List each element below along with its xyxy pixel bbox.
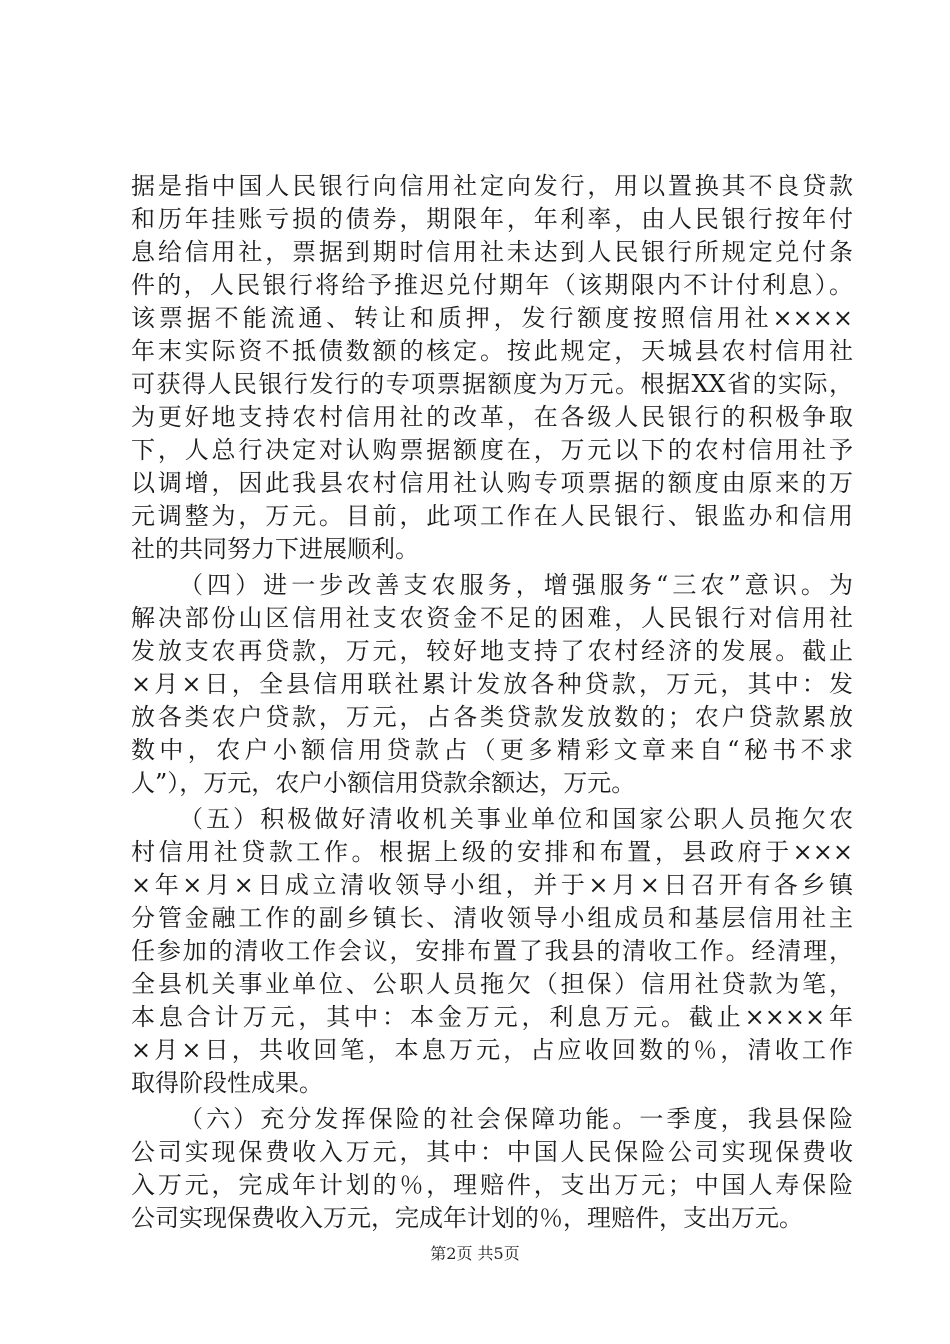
text-line: 村信用社贷款工作。根据上级的安排和布置，县政府于××× — [131, 838, 853, 866]
text-line: （五）积极做好清收机关事业单位和国家公职人员拖欠农 — [179, 805, 853, 833]
text-line: 社的共同努力下进展顺利。 — [131, 535, 419, 563]
text-line: ×月×日，全县信用联社累计发放各种贷款，万元，其中：发 — [131, 670, 853, 698]
text-line: 该票据不能流通、转让和质押，发行额度按照信用社×××× — [131, 304, 853, 332]
text-line: 入万元，完成年计划的％，理赔件，支出万元；中国人寿保险 — [131, 1171, 853, 1199]
text-line: 取得阶段性成果。 — [131, 1069, 323, 1097]
page-number-label: 第2页 共5页 — [430, 1244, 520, 1263]
text-line: 发放支农再贷款，万元，较好地支持了农村经济的发展。截止 — [131, 637, 853, 665]
text-line: 人”），万元，农户小额信用贷款余额达，万元。 — [131, 769, 636, 797]
text-line: 以调增，因此我县农村信用社认购专项票据的额度由原来的万 — [131, 469, 853, 497]
paragraph — [131, 1103, 853, 1235]
text-line: 全县机关事业单位、公职人员拖欠（担保）信用社贷款为笔， — [131, 970, 853, 998]
text-line: 年末实际资不抵债数额的核定。按此规定，天城县农村信用社 — [131, 337, 853, 365]
text-line: ×年×月×日成立清收领导小组，并于×月×日召开有各乡镇 — [131, 871, 853, 899]
paragraph — [131, 569, 853, 800]
text-line: 放各类农户贷款，万元，占各类贷款发放数的；农户贷款累放 — [131, 703, 853, 731]
text-line: 本息合计万元，其中：本金万元，利息万元。截止××××年 — [131, 1003, 853, 1031]
text-line: 为更好地支持农村信用社的改革，在各级人民银行的积极争取 — [131, 403, 853, 431]
page-footer — [0, 1244, 950, 1264]
text-line: （四）进一步改善支农服务，增强服务“三农”意识。为 — [179, 571, 853, 599]
text-line: 据是指中国人民银行向信用社定向发行，用以置换其不良贷款 — [131, 172, 853, 200]
text-line: 息给信用社，票据到期时信用社未达到人民银行所规定兑付条 — [131, 238, 853, 266]
text-line: 解决部份山区信用社支农资金不足的困难，人民银行对信用社 — [131, 604, 853, 632]
paragraph — [131, 170, 853, 566]
text-line: 可获得人民银行发行的专项票据额度为万元。根据XX省的实际， — [131, 370, 853, 398]
text-line: 公司实现保费收入万元，完成年计划的％，理赔件，支出万元。 — [131, 1204, 803, 1232]
text-line: 数中，农户小额信用贷款占（更多精彩文章来自“秘书不求 — [131, 736, 853, 764]
text-line: 公司实现保费收入万元，其中：中国人民保险公司实现保费收 — [131, 1138, 853, 1166]
document-body — [131, 170, 853, 1235]
text-line: 下，人总行决定对认购票据额度在，万元以下的农村信用社予 — [131, 436, 853, 464]
paragraph — [131, 803, 853, 1100]
text-line: 元调整为，万元。目前，此项工作在人民银行、银监办和信用 — [131, 502, 853, 530]
text-line: 任参加的清收工作会议，安排布置了我县的清收工作。经清理， — [131, 937, 853, 965]
text-line: ×月×日，共收回笔，本息万元，占应收回数的％，清收工作 — [131, 1036, 853, 1064]
text-line: （六）充分发挥保险的社会保障功能。一季度，我县保险 — [179, 1105, 853, 1133]
text-line: 件的，人民银行将给予推迟兑付期年（该期限内不计付利息）。 — [131, 271, 853, 299]
text-line: 和历年挂账亏损的债券，期限年，年利率，由人民银行按年付 — [131, 205, 853, 233]
text-line: 分管金融工作的副乡镇长、清收领导小组成员和基层信用社主 — [131, 904, 853, 932]
